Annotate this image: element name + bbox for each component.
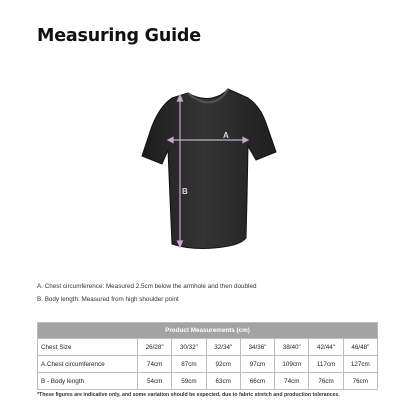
table-cell: 127cm <box>343 356 377 373</box>
table-cell: 109cm <box>275 356 309 373</box>
table-cell: 66cm <box>240 373 274 390</box>
chest-note: A. Chest circumference: Measured 2.5cm below the armhole and then doubled <box>37 283 257 290</box>
table-cell: 42/44" <box>309 339 343 356</box>
table-cell: 76cm <box>343 373 377 390</box>
tshirt-diagram <box>130 78 290 268</box>
table-cell: 30/32" <box>172 339 206 356</box>
tshirt-shape <box>142 89 276 249</box>
table-row <box>38 339 378 356</box>
measurements-table <box>37 322 378 390</box>
table-cell: 92cm <box>206 356 240 373</box>
disclaimer-footnote: *These figures are indicative only, and some variation should be expected, due to fabric stretch and production tolerances. <box>37 392 340 398</box>
table-cell: 26/28" <box>138 339 172 356</box>
table-cell: 87cm <box>172 356 206 373</box>
row-label: A.Chest circumference <box>38 356 138 373</box>
table-row <box>38 373 378 390</box>
table-cell: 117cm <box>309 356 343 373</box>
table-cell: 46/48" <box>343 339 377 356</box>
body-length-note: B. Body length: Measured from high shoulder point <box>37 296 179 303</box>
table-cell: 97cm <box>240 356 274 373</box>
table-cell: 59cm <box>172 373 206 390</box>
table-header: Product Measurements (cm) <box>38 323 378 339</box>
measure-label-a: A <box>223 131 229 140</box>
table-cell: 63cm <box>206 373 240 390</box>
table-cell: 34/36" <box>240 339 274 356</box>
row-label: B - Body length <box>38 373 138 390</box>
tshirt-illustration <box>130 78 290 268</box>
table-cell: 38/40" <box>275 339 309 356</box>
row-label: Chest Size <box>38 339 138 356</box>
table-header-row <box>38 323 378 339</box>
table-cell: 32/34" <box>206 339 240 356</box>
page-title: Measuring Guide <box>37 26 201 46</box>
table-cell: 74cm <box>138 356 172 373</box>
measure-label-b: B <box>182 187 188 196</box>
table-cell: 54cm <box>138 373 172 390</box>
table-cell: 76cm <box>309 373 343 390</box>
table-row <box>38 356 378 373</box>
table-cell: 74cm <box>275 373 309 390</box>
